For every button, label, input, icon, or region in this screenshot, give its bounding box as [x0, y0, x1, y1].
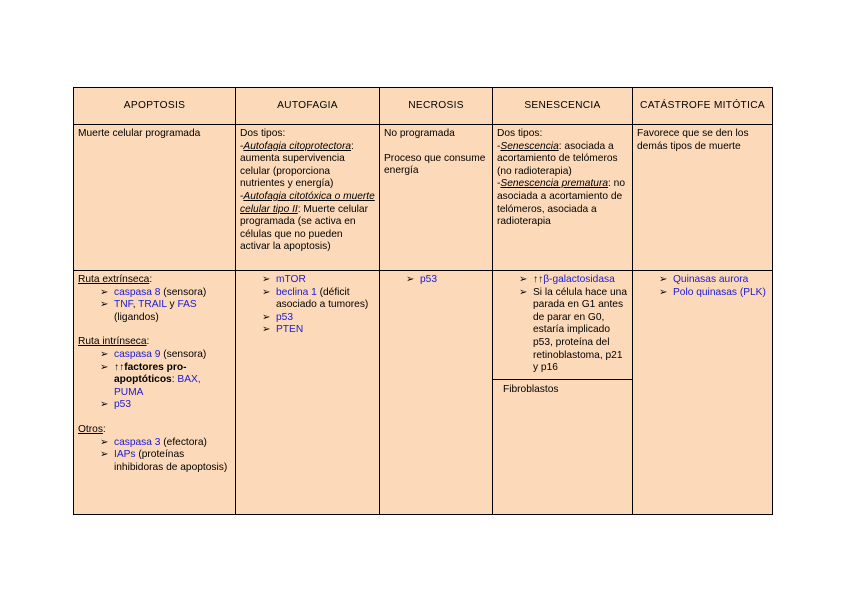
- list-item: ➢ p53: [262, 311, 293, 323]
- otros-list: [100, 437, 231, 475]
- list-item: ➢ caspasa 8 (sensora): [100, 286, 207, 298]
- arrow-bullet-icon: ➢: [262, 311, 271, 323]
- definition-row: [74, 125, 773, 271]
- ruta-intrinseca-list: [100, 349, 231, 412]
- list-item: ➢ Quinasas aurora: [659, 274, 749, 285]
- ruta-intrinseca-heading: Ruta intrínseca:: [78, 336, 150, 348]
- otros-heading: Otros:: [78, 423, 106, 435]
- arrow-bullet-icon: ➢: [100, 361, 109, 373]
- list-item: ➢ TNF, TRAIL y FAS (ligandos): [100, 299, 197, 323]
- cell-senescencia-markers: [493, 271, 633, 515]
- catastrofe-def-text: Favorece que se den los demás tipos de muerte: [637, 128, 749, 152]
- list-item: ➢ p53: [100, 399, 131, 411]
- senescencia-type-2: -Senescencia prematura: no asociada a acortamiento de telómeros, asociada a radioterapia: [497, 178, 626, 228]
- comparison-table: [73, 87, 773, 515]
- list-item: ➢ Polo quinasas (PLK): [659, 286, 766, 298]
- arrow-bullet-icon: ➢: [100, 399, 109, 411]
- arrow-bullet-icon: ➢: [519, 274, 528, 285]
- senescencia-title: Senescencia: [500, 140, 559, 152]
- arrow-bullet-icon: ➢: [100, 348, 109, 360]
- cell-senescencia-def: [493, 125, 633, 271]
- list-item: ➢ Si la célula hace una parada en G1 antes de parar en G0, estaría implicado p53, proteína del retinoblastoma, p21 y p16: [519, 286, 628, 374]
- necrosis-markers-list: [406, 274, 488, 287]
- arrow-bullet-icon: ➢: [262, 324, 271, 336]
- necrosis-def-1: No programada: [384, 128, 455, 139]
- fibroblastos-text: Fibroblastos: [503, 383, 559, 395]
- cell-apoptosis-def: [74, 125, 236, 271]
- autofagia-citoprotectora-title: Autofagia citoprotectora: [243, 140, 352, 152]
- header-autofagia: AUTOFAGIA: [236, 88, 380, 125]
- arrow-bullet-icon: ➢: [100, 299, 109, 311]
- list-item: ➢ ↑↑factores pro-apoptóticos: BAX, PUMA: [100, 361, 201, 398]
- header-necrosis: NECROSIS: [380, 88, 493, 125]
- necrosis-def-2: Proceso que consume energía: [384, 152, 486, 177]
- arrow-bullet-icon: ➢: [100, 449, 109, 461]
- arrow-bullet-icon: ➢: [100, 286, 109, 298]
- apoptosis-def-text: Muerte celular programada: [78, 128, 201, 139]
- markers-row: [74, 271, 773, 515]
- list-item: ➢ mTOR: [262, 274, 306, 285]
- autofagia-type-2: -Autofagia citotóxica o muerte celular tipo II: Muerte celular programada (se activa en células que no pueden activar la apoptosis): [240, 190, 375, 253]
- arrow-bullet-icon: ➢: [262, 286, 271, 298]
- senescencia-type-1: -Senescencia: asociada a acortamiento de telómeros (no radioterapia): [497, 140, 618, 177]
- senescencia-intro: Dos tipos:: [497, 128, 543, 139]
- list-item: ➢ beclina 1 (déficit asociado a tumores): [262, 286, 369, 311]
- senescencia-prematura-title: Senescencia prematura: [500, 178, 609, 190]
- cell-catastrofe-markers: [633, 271, 773, 515]
- autofagia-type-1: -Autofagia citoprotectora: aumenta supervivencia celular (proporciona nutrientes y energía): [240, 140, 354, 190]
- ruta-extrinseca-list: [100, 287, 231, 325]
- cell-necrosis-def: [380, 125, 493, 271]
- header-apoptosis: APOPTOSIS: [74, 88, 236, 125]
- autofagia-citotoxica-title: Autofagia citotóxica o muerte celular tipo II: [240, 190, 375, 215]
- arrow-bullet-icon: ➢: [519, 286, 528, 298]
- list-item: ➢ caspasa 3 (efectora): [100, 436, 207, 448]
- autofagia-intro: Dos tipos:: [240, 128, 286, 139]
- list-item: ➢ PTEN: [262, 324, 304, 336]
- senescencia-markers-list: [519, 274, 628, 375]
- catastrofe-markers-list: [659, 274, 768, 299]
- list-item: ➢ IAPs (proteínas inhibidoras de apoptosis): [100, 449, 228, 473]
- arrow-bullet-icon: ➢: [406, 274, 415, 285]
- ruta-extrinseca-heading: Ruta extrínseca:: [78, 274, 153, 285]
- arrow-bullet-icon: ➢: [659, 286, 668, 298]
- cell-catastrofe-def: [633, 125, 773, 271]
- cell-apoptosis-markers: [74, 271, 236, 515]
- cell-necrosis-markers: [380, 271, 493, 515]
- autofagia-markers-list: [262, 274, 375, 337]
- header-senescencia: SENESCENCIA: [493, 88, 633, 125]
- arrow-bullet-icon: ➢: [659, 274, 668, 285]
- cell-autofagia-def: [236, 125, 380, 271]
- arrow-bullet-icon: ➢: [262, 274, 271, 285]
- senescencia-markers-top: [493, 274, 632, 380]
- list-item: ➢ p53: [406, 274, 437, 285]
- list-item: ➢ ↑↑β-galactosidasa: [519, 274, 615, 285]
- list-item: ➢ caspasa 9 (sensora): [100, 348, 207, 360]
- header-catastrofe-mitotica: CATÁSTROFE MITÓTICA: [633, 88, 773, 125]
- cell-autofagia-markers: [236, 271, 380, 515]
- arrow-bullet-icon: ➢: [100, 436, 109, 448]
- header-row: [74, 88, 773, 125]
